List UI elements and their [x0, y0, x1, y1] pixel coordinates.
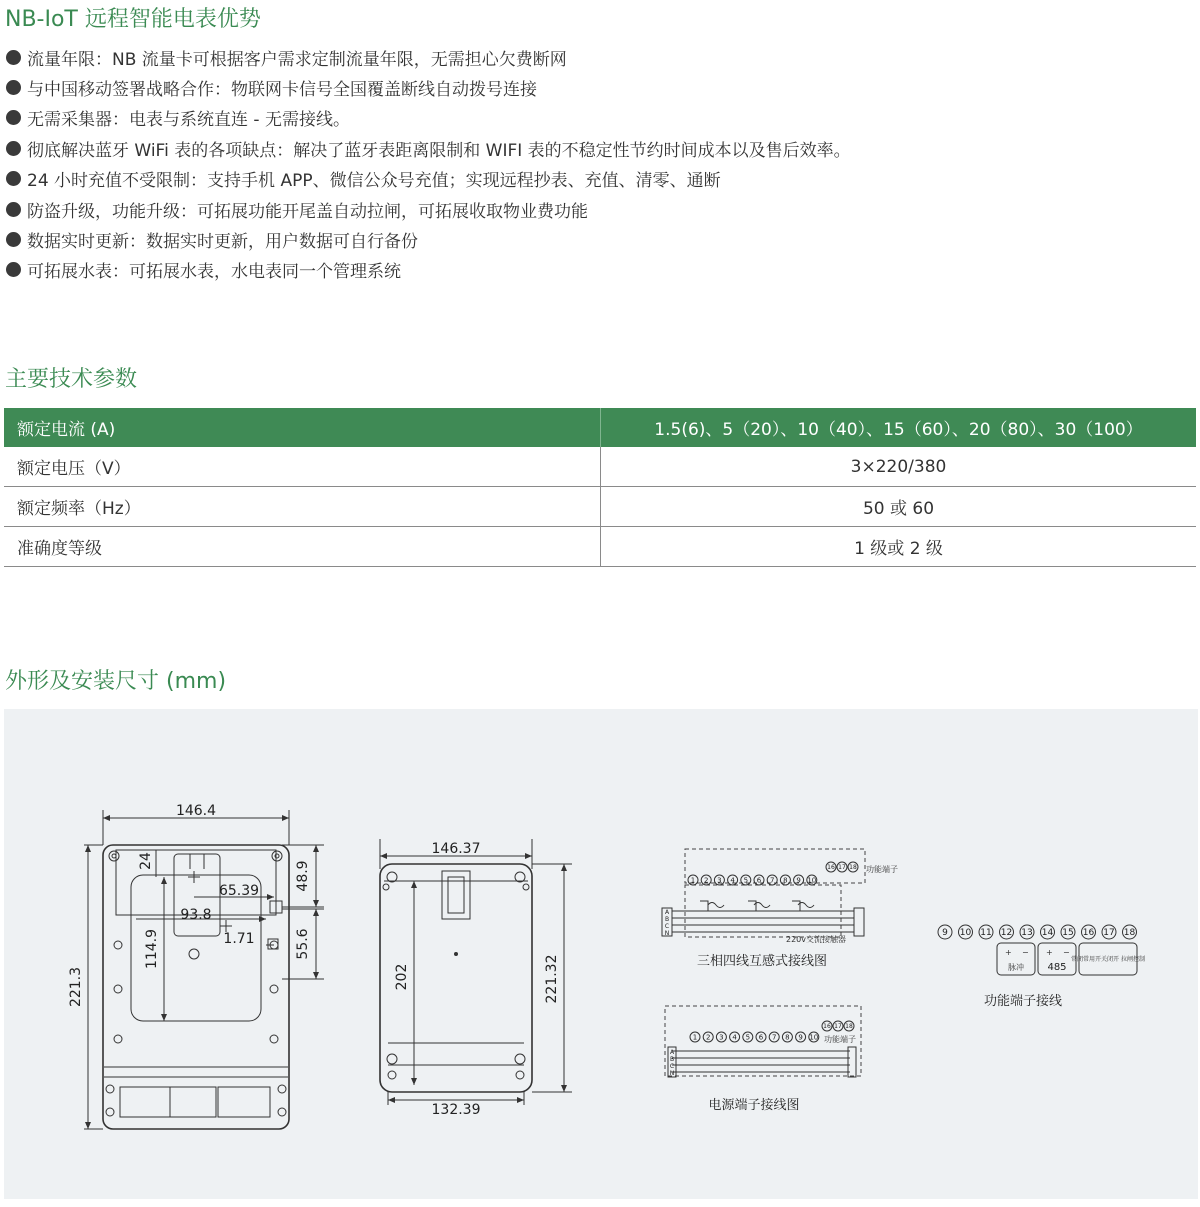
dim-label: 146.4 [175, 803, 217, 819]
terminal-number: 7 [769, 876, 775, 885]
spec-value: 1.5(6)、5（20）、10（40）、15（60）、20（80）、30（100） [601, 408, 1197, 447]
dim-label: 221.3 [68, 966, 84, 1008]
bullet-icon [6, 262, 21, 277]
terminal-number: 7 [771, 1033, 777, 1042]
terminal-number: 10 [809, 1033, 819, 1042]
terminal-number: 1 [690, 876, 696, 885]
phase-label: A [664, 909, 670, 916]
terminal-number: 1 [692, 1033, 698, 1042]
list-item [6, 72, 851, 102]
terminal-number: 14 [1041, 928, 1054, 939]
terminal-number: 16 [823, 1023, 831, 1031]
dimension-drawing-panel [4, 709, 1198, 1199]
plus-sign: + [1046, 948, 1053, 957]
terminal-number: 10 [807, 876, 817, 885]
advantage-text: 可拓展水表：可拓展水表，水电表同一个管理系统 [27, 262, 401, 283]
advantage-text: 数据实时更新：数据实时更新，用户数据可自行备份 [27, 232, 418, 253]
back-view-drawing [380, 839, 572, 1118]
advantage-text: 与中国移动签署战略合作：物联网卡信号全国覆盖断线自动拨号连接 [27, 80, 537, 101]
func-terminal-strip [826, 862, 858, 872]
bullet-icon [6, 50, 21, 65]
phase-label: N [664, 930, 670, 937]
func-terminal-label: 功能端子 [866, 865, 898, 874]
terminal-number: 10 [959, 928, 972, 939]
func-terminal-label: 功能端子 [824, 1035, 856, 1044]
contactor-label: 220v交流接触器 [786, 935, 847, 944]
terminal-number: 4 [732, 1033, 737, 1042]
dim-label: 55.6 [295, 928, 311, 960]
terminal-number: 13 [1021, 928, 1033, 939]
advantage-text: 24 小时充值不受限制：支持手机 APP、微信公众号充值；实现远程抄表、充值、清零、通断 [27, 171, 721, 192]
func-terminal-strip [822, 1021, 854, 1031]
front-view-drawing [68, 803, 324, 1129]
terminal-number: 4 [730, 876, 735, 885]
terminal-number: 3 [719, 1033, 724, 1042]
bullet-icon [6, 171, 21, 186]
terminal-number: 9 [796, 876, 801, 885]
rs485-label: 485 [1047, 962, 1067, 973]
bullet-icon [6, 141, 21, 156]
phase-label: N [669, 1070, 675, 1077]
terminal-number: 17 [838, 864, 846, 872]
phase-label: B [664, 916, 670, 923]
dim-label: 202 [394, 963, 410, 991]
specs-table [4, 408, 1196, 567]
wiring-diagram-three-phase [662, 849, 898, 969]
terminal-number: 17 [1103, 928, 1115, 939]
terminal-number: 6 [756, 876, 762, 885]
advantages-title: NB-IoT 远程智能电表优势 [5, 7, 261, 32]
wiring-diagram-power [665, 1006, 861, 1113]
spec-value: 50 或 60 [601, 487, 1197, 527]
dim-label: 1.71 [223, 931, 255, 947]
dimension-drawings [4, 709, 1198, 1199]
terminal-strip [690, 1032, 819, 1042]
terminal-number: 17 [834, 1023, 842, 1031]
terminal-strip [938, 925, 1137, 939]
function-terminal-diagram [938, 925, 1145, 1009]
advantage-text: 彻底解决蓝牙 WiFi 表的各项缺点：解决了蓝牙表距离限制和 WIFI 表的不稳定性节约时间成本以及售后效率。 [27, 140, 851, 161]
terminal-number: 18 [1123, 928, 1136, 939]
advantages-list [6, 42, 851, 285]
minus-sign: − [1063, 948, 1070, 957]
list-item [6, 164, 851, 194]
terminal-number: 6 [758, 1033, 764, 1042]
phase-label: B [669, 1056, 675, 1063]
pulse-label: 脉冲 [1008, 963, 1024, 972]
dimensions-title: 外形及安装尺寸 (mm) [5, 669, 227, 694]
terminal-number: 9 [942, 928, 948, 939]
terminal-number: 18 [849, 864, 857, 872]
list-item [6, 103, 851, 133]
list-item [6, 194, 851, 224]
list-item [6, 42, 851, 72]
bullet-icon [6, 80, 21, 95]
dim-label: 93.8 [180, 907, 212, 923]
list-item [6, 224, 851, 254]
terminal-number: 8 [785, 1033, 790, 1042]
advantage-text: 无需采集器：电表与系统直连 - 无需接线。 [27, 110, 350, 131]
diagram-caption: 功能端子接线 [983, 994, 1063, 1009]
dim-label: 24 [138, 852, 154, 870]
terminal-number: 8 [783, 876, 788, 885]
terminal-strip [688, 875, 817, 885]
phase-label: A [669, 1049, 675, 1056]
bullet-icon [6, 110, 21, 125]
terminal-number: 16 [1082, 928, 1095, 939]
advantage-text: 防盗升级，功能升级：可拓展功能开尾盖自动拉闸，可拓展收取物业费功能 [27, 201, 588, 222]
terminal-number: 2 [703, 876, 709, 885]
bullet-icon [6, 202, 21, 217]
spec-value: 1 级或 2 级 [601, 527, 1197, 567]
table-row [4, 527, 1196, 567]
table-row [4, 447, 1196, 487]
terminal-number: 9 [798, 1033, 803, 1042]
minus-sign: − [1022, 948, 1029, 957]
diagram-caption: 电源端子接线图 [708, 1098, 800, 1113]
dim-label: 114.9 [144, 928, 160, 970]
terminal-number: 5 [743, 876, 749, 885]
list-item [6, 255, 851, 285]
phase-label: C [669, 1063, 675, 1070]
spec-value: 3×220/380 [601, 447, 1197, 487]
spec-name: 额定电压（V） [4, 447, 601, 487]
terminal-number: 18 [845, 1023, 853, 1031]
terminal-number: 11 [980, 928, 992, 939]
dim-label: 221.32 [544, 954, 560, 1004]
plus-sign: + [1005, 948, 1012, 957]
dim-label: 132.39 [431, 1102, 481, 1118]
terminal-number: 15 [1062, 928, 1074, 939]
list-item [6, 133, 851, 163]
dim-label: 65.39 [218, 883, 260, 899]
table-row [4, 487, 1196, 527]
table-row [4, 408, 1196, 447]
terminal-number: 5 [745, 1033, 751, 1042]
diagram-caption: 三相四线互感式接线图 [696, 954, 828, 969]
terminal-number: 16 [827, 864, 835, 872]
dim-label: 146.37 [431, 841, 481, 857]
terminal-number: 12 [1000, 928, 1013, 939]
relay-label: 常闭常用开关闭开 拉闸控制 [1071, 956, 1145, 963]
spec-name: 额定频率（Hz） [4, 487, 601, 527]
phase-label: C [664, 923, 670, 930]
spec-name: 额定电流 (A) [4, 408, 601, 447]
bullet-icon [6, 232, 21, 247]
dim-label: 48.9 [295, 860, 311, 892]
terminal-number: 2 [705, 1033, 711, 1042]
advantage-text: 流量年限：NB 流量卡可根据客户需求定制流量年限，无需担心欠费断网 [27, 49, 567, 70]
terminal-number: 3 [717, 876, 722, 885]
specs-title: 主要技术参数 [5, 367, 138, 392]
spec-name: 准确度等级 [4, 527, 601, 567]
